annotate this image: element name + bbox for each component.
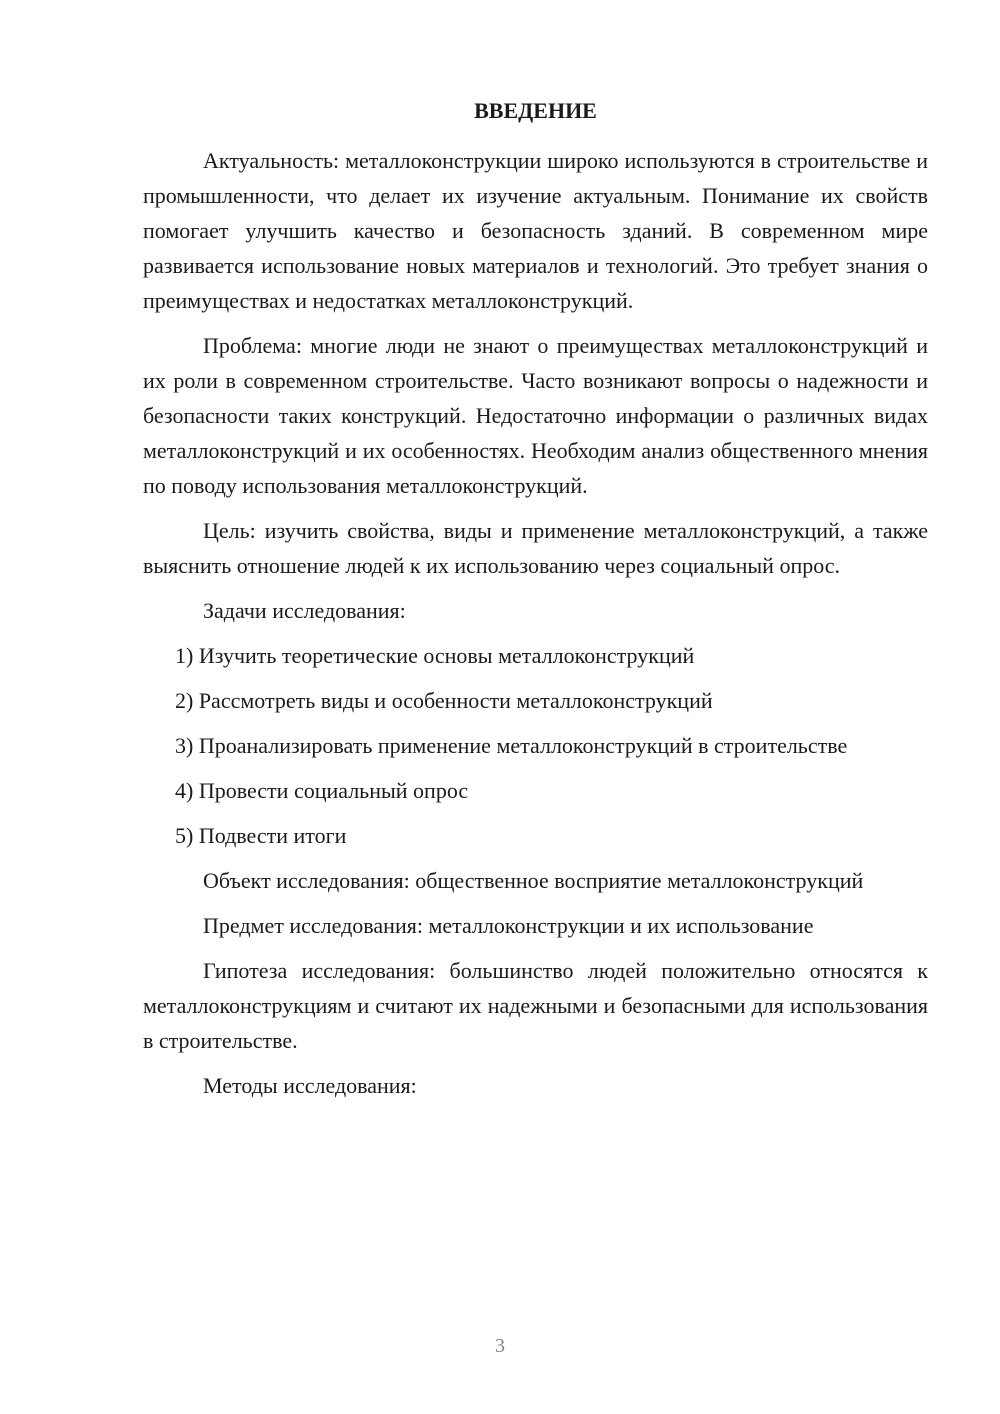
paragraph-hypothesis: Гипотеза исследования: большинство людей положительно относятся к металлоконструкциям и считают их надежными и безопасными для использования в строительстве. [143, 958, 928, 1053]
paragraph-subject: Предмет исследования: металлоконструкции и их использование [203, 913, 814, 938]
list-item: 1) Изучить теоретические основы металлоконструкций [175, 643, 695, 668]
list-item: 4) Провести социальный опрос [175, 778, 469, 803]
page-number: 3 [495, 1335, 505, 1357]
paragraph-problem: Проблема: многие люди не знают о преимуществах металлоконструкций и их роли в современном строительстве. Часто возникают вопросы о надежности и безопасности таких конструкций. Недостаточно информации о различных видах металлоконструкций и их особенностях. Необходим анализ общественного мнения по поводу использования металлоконструкций. [143, 333, 928, 498]
page-content [143, 97, 928, 1103]
section-heading: ВВЕДЕНИЕ [474, 98, 597, 123]
paragraph-relevance: Актуальность: металлоконструкции широко используются в строительстве и промышленности, что делает их изучение актуальным. Понимание их свойств помогает улучшить качество и безопасность зданий. В современном мире развивается использование новых материалов и технологий. Это требует знания о преимуществах и недостатках металлоконструкций. [143, 148, 928, 313]
paragraph-object: Объект исследования: общественное восприятие металлоконструкций [203, 868, 864, 893]
paragraph-goal: Цель: изучить свойства, виды и применение металлоконструкций, а также выяснить отношение людей к их использованию через социальный опрос. [143, 518, 928, 578]
list-item: 3) Проанализировать применение металлоконструкций в строительстве [175, 733, 848, 758]
paragraph-methods: Методы исследования: [203, 1073, 417, 1098]
list-item: 5) Подвести итоги [175, 823, 347, 848]
list-item: 2) Рассмотреть виды и особенности металлоконструкций [175, 688, 713, 713]
tasks-title: Задачи исследования: [203, 598, 406, 623]
